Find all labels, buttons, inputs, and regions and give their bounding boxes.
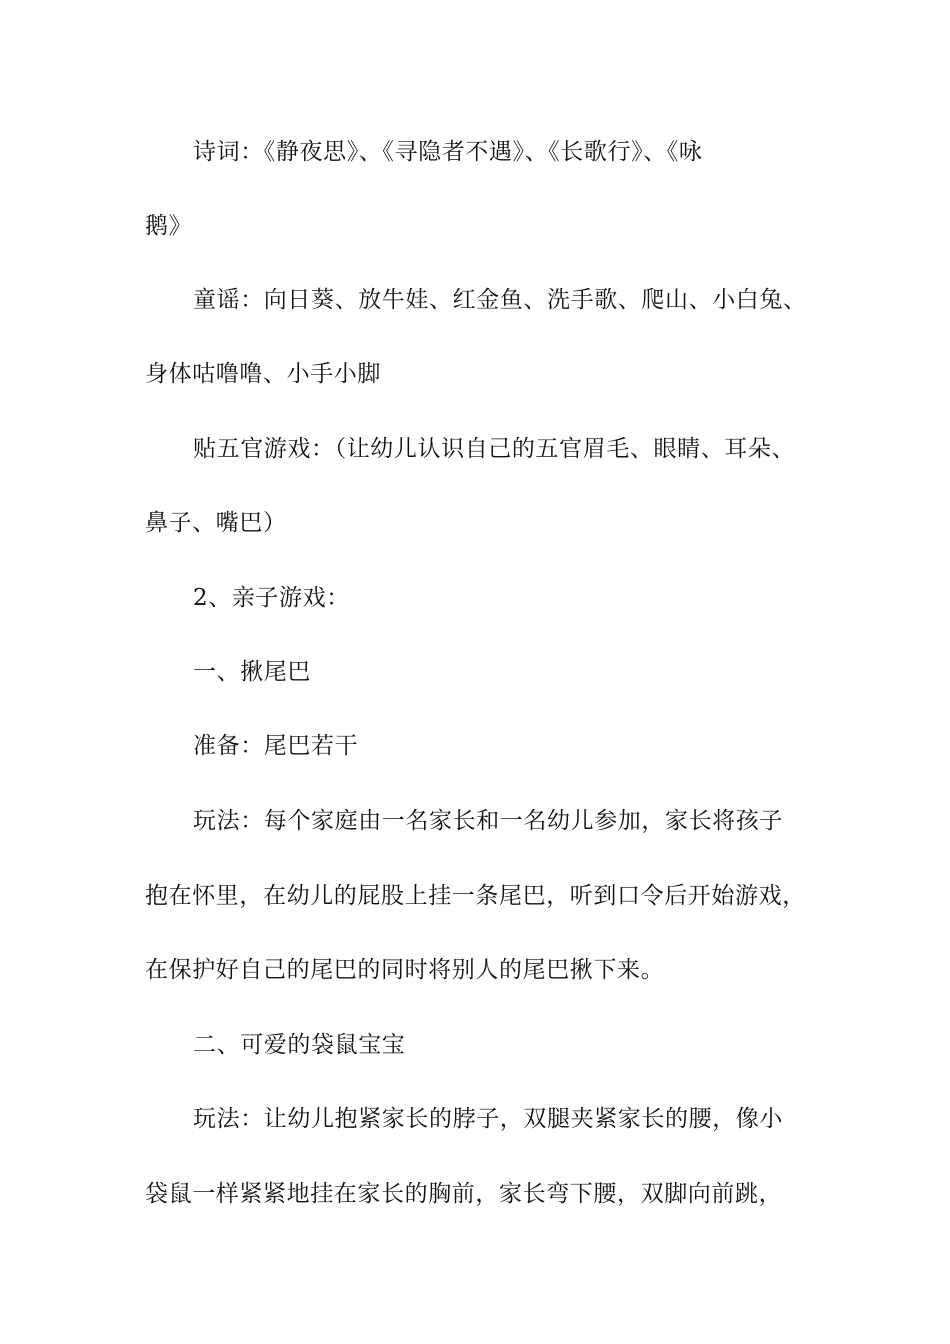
rules-line: 玩法：每个家庭由一名家长和一名幼儿参加，家长将孩子 — [193, 808, 783, 834]
poem-line-continued: 鹅》 — [145, 213, 193, 239]
facial-features-game-line-continued: 鼻子、嘴巴） — [145, 510, 287, 536]
game-title-tail-grab: 一、揪尾巴 — [193, 659, 311, 685]
rules-line: 玩法：让幼儿抱紧家长的脖子，双腿夹紧家长的腰，像小 — [193, 1106, 783, 1132]
rules-line-continued: 抱在怀里，在幼儿的屁股上挂一条尾巴，听到口令后开始游戏， — [145, 883, 806, 909]
nursery-rhyme-line: 童谣：向日葵、放牛娃、红金鱼、洗手歌、爬山、小白兔、 — [193, 287, 807, 313]
game-title-kangaroo: 二、可爱的袋鼠宝宝 — [193, 1032, 406, 1058]
section-heading-parent-child-games: 2、亲子游戏： — [193, 585, 350, 611]
facial-features-game-line: 贴五官游戏：（让幼儿认识自己的五官眉毛、眼睛、耳朵、 — [193, 436, 796, 462]
nursery-rhyme-line-continued: 身体咕噜噜、小手小脚 — [145, 361, 381, 387]
preparation-line: 准备：尾巴若干 — [193, 733, 359, 759]
rules-line-continued: 袋鼠一样紧紧地挂在家长的胸前，家长弯下腰，双脚向前跳， — [145, 1181, 783, 1207]
rules-line-continued: 在保护好自己的尾巴的同时将别人的尾巴揪下来。 — [145, 957, 665, 983]
poem-line: 诗词：《静夜思》、《寻隐者不遇》、《长歌行》、《咏 — [193, 139, 703, 165]
